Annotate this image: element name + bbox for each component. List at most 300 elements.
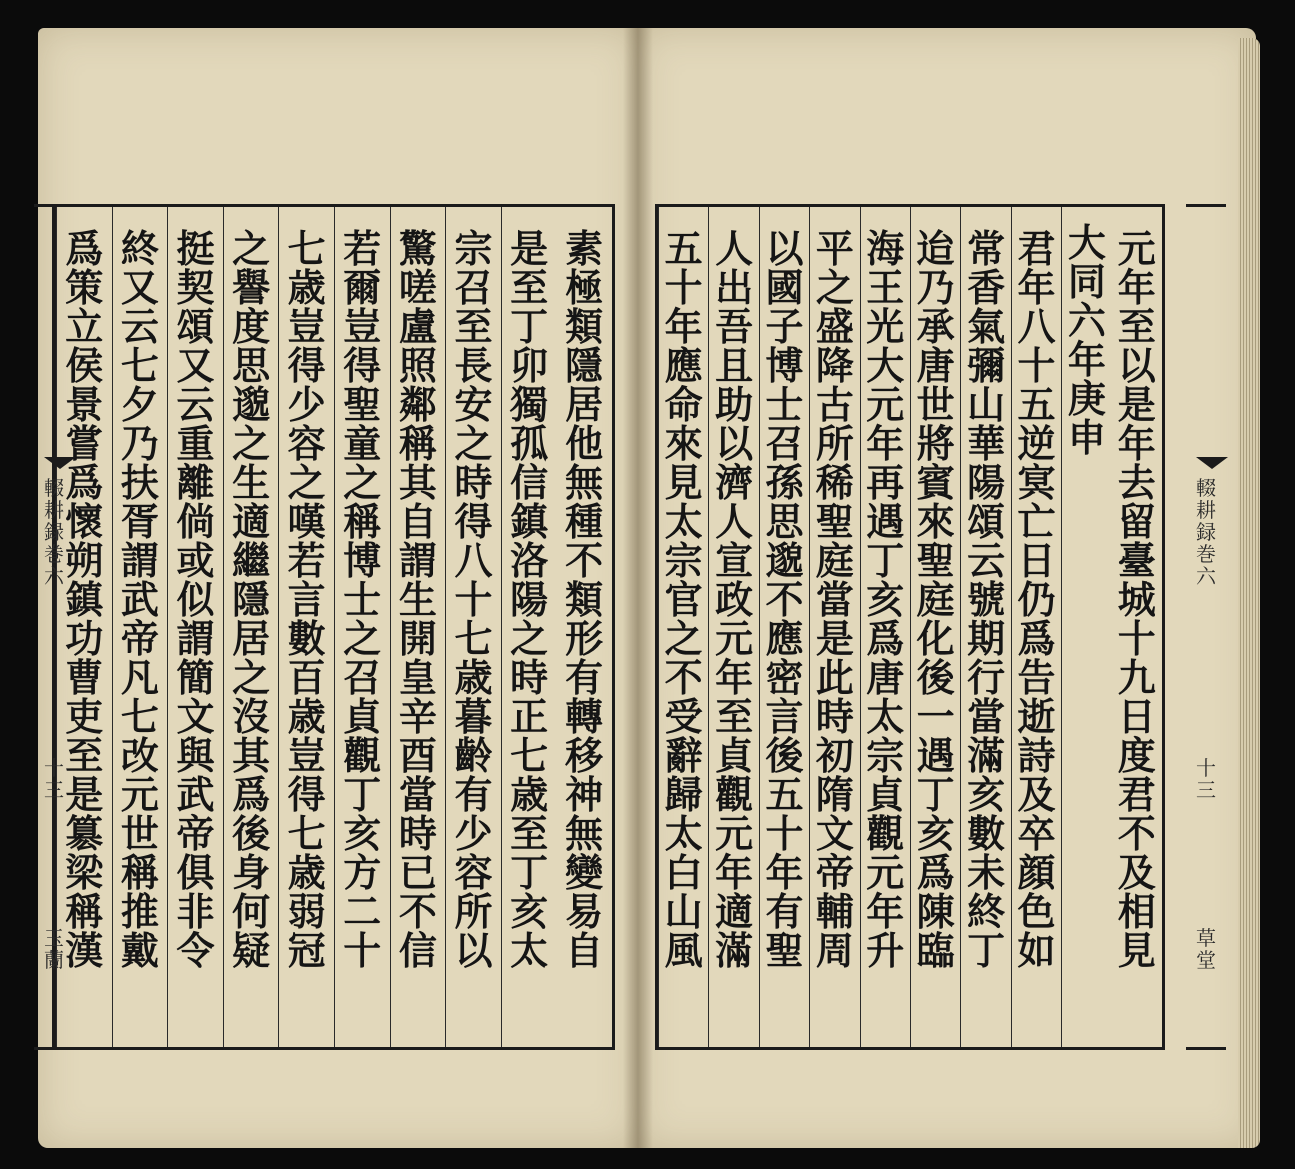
- text-character: 吾: [715, 304, 754, 349]
- text-character: 年: [866, 889, 905, 934]
- text-character: 居: [232, 616, 271, 661]
- text-character: 詩: [1017, 733, 1056, 778]
- text-character: 君: [1117, 772, 1156, 817]
- text-character: 博: [343, 538, 382, 583]
- text-character: 豈: [287, 733, 326, 778]
- text-character: 豈: [287, 304, 326, 349]
- text-character: 留: [1117, 499, 1156, 544]
- text-character: 暮: [454, 694, 493, 739]
- text-character: 稱: [343, 499, 382, 544]
- text-character: 人: [715, 226, 754, 271]
- text-character: 豈: [343, 304, 382, 349]
- text-character: 聖: [815, 499, 854, 544]
- text-character: 又: [176, 343, 215, 388]
- text-character: 政: [715, 577, 754, 622]
- text-character: 容: [287, 421, 326, 466]
- book-gutter: [623, 28, 653, 1148]
- text-character: 隱: [565, 343, 604, 388]
- text-character: 稱: [398, 421, 437, 466]
- text-character: 光: [866, 304, 905, 349]
- text-character: 宗: [866, 733, 905, 778]
- text-character: 鎮: [65, 577, 104, 622]
- text-character: 亡: [1017, 499, 1056, 544]
- fish-tail-mark: [44, 457, 76, 469]
- text-character: 是: [1117, 382, 1156, 427]
- text-character: 獨: [510, 382, 549, 427]
- text-character: 元: [866, 850, 905, 895]
- text-character: 稱: [120, 850, 159, 895]
- text-character: 簡: [176, 655, 215, 700]
- text-column: [1112, 207, 1162, 1047]
- text-character: 輔: [815, 889, 854, 934]
- text-character: 爾: [343, 265, 382, 310]
- text-character: 卯: [510, 343, 549, 388]
- text-character: 元: [715, 616, 754, 661]
- text-character: 太: [866, 694, 905, 739]
- text-character: 至: [1117, 304, 1156, 349]
- text-character: 酉: [398, 733, 437, 778]
- text-character: 凡: [120, 655, 159, 700]
- text-character: 盛: [815, 304, 854, 349]
- text-character: 來: [916, 499, 955, 544]
- text-character: 常: [967, 226, 1006, 271]
- text-character: 十: [1117, 616, 1156, 661]
- text-character: 君: [1017, 226, 1056, 271]
- text-character: 長: [454, 343, 493, 388]
- text-column: [501, 207, 557, 1047]
- text-character: 丁: [510, 850, 549, 895]
- text-character: 之: [232, 226, 271, 271]
- text-character: 滿: [967, 733, 1006, 778]
- text-character: 如: [1017, 928, 1056, 973]
- text-character: 挺: [176, 226, 215, 271]
- text-character: 陽: [967, 460, 1006, 505]
- text-character: 大: [866, 343, 905, 388]
- text-character: 似: [176, 577, 215, 622]
- text-character: 風: [664, 928, 703, 973]
- text-character: 將: [916, 421, 955, 466]
- text-character: 非: [176, 889, 215, 934]
- text-character: 辛: [398, 694, 437, 739]
- text-character: 重: [176, 421, 215, 466]
- text-character: 時: [815, 694, 854, 739]
- text-character: 乃: [120, 421, 159, 466]
- text-character: 契: [176, 265, 215, 310]
- text-character: 種: [565, 499, 604, 544]
- text-character: 懷: [65, 499, 104, 544]
- text-character: 策: [65, 265, 104, 310]
- text-character: 易: [565, 889, 604, 934]
- text-character: 至: [510, 811, 549, 856]
- text-character: 承: [916, 304, 955, 349]
- text-column: [556, 207, 612, 1047]
- text-character: 方: [343, 850, 382, 895]
- banxin-title: 輟耕録巻六: [1196, 476, 1216, 588]
- text-character: 類: [565, 304, 604, 349]
- text-character: 何: [232, 889, 271, 934]
- text-character: 年: [1117, 421, 1156, 466]
- text-character: 適: [232, 499, 271, 544]
- text-character: 簒: [65, 811, 104, 856]
- text-character: 歳: [510, 772, 549, 817]
- text-character: 以: [765, 226, 804, 271]
- text-column: [910, 207, 960, 1047]
- text-character: 有: [565, 655, 604, 700]
- text-character: 之: [454, 421, 493, 466]
- text-character: 逆: [1017, 421, 1056, 466]
- text-character: 稱: [65, 889, 104, 934]
- text-character: 其: [398, 460, 437, 505]
- text-character: 丁: [866, 538, 905, 583]
- text-character: 之: [815, 265, 854, 310]
- text-character: 亥: [866, 577, 905, 622]
- text-character: 彌: [967, 343, 1006, 388]
- text-character: 及: [1117, 850, 1156, 895]
- open-book: [38, 28, 1260, 1148]
- text-character: 召: [343, 655, 382, 700]
- text-character: 或: [176, 538, 215, 583]
- text-character: 海: [866, 226, 905, 271]
- text-character: 得: [287, 772, 326, 817]
- text-character: 色: [1017, 889, 1056, 934]
- text-column: [960, 207, 1010, 1047]
- text-column: [860, 207, 910, 1047]
- text-character: 數: [287, 616, 326, 661]
- text-character: 二: [343, 889, 382, 934]
- text-character: 逝: [1017, 694, 1056, 739]
- text-character: 太: [510, 928, 549, 973]
- text-character: 嗟: [398, 265, 437, 310]
- text-character: 歳: [287, 694, 326, 739]
- text-character: 頌: [176, 304, 215, 349]
- page-edges: [1238, 38, 1260, 1148]
- text-character: 嘆: [287, 499, 326, 544]
- text-character: 八: [1017, 304, 1056, 349]
- text-character: 嘗: [65, 421, 104, 466]
- text-character: 信: [398, 928, 437, 973]
- text-character: 又: [120, 265, 159, 310]
- text-character: 稀: [815, 460, 854, 505]
- text-character: 以: [454, 928, 493, 973]
- text-character: 弱: [287, 889, 326, 934]
- text-character: 王: [866, 265, 905, 310]
- text-character: 自: [565, 928, 604, 973]
- text-character: 大: [1067, 220, 1106, 265]
- text-character: 年: [765, 850, 804, 895]
- text-character: 繼: [232, 538, 271, 583]
- text-character: 唐: [916, 343, 955, 388]
- text-character: 所: [454, 889, 493, 934]
- banxin-title: 輟耕録巻六: [44, 476, 64, 588]
- text-character: 盧: [398, 304, 437, 349]
- text-character: 邈: [232, 382, 271, 427]
- text-character: 仍: [1017, 577, 1056, 622]
- text-character: 朔: [65, 538, 104, 583]
- text-character: 至: [510, 265, 549, 310]
- text-character: 濟: [715, 460, 754, 505]
- text-character: 之: [664, 616, 703, 661]
- text-character: 亥: [916, 811, 955, 856]
- text-character: 童: [343, 421, 382, 466]
- text-character: 遇: [916, 733, 955, 778]
- text-character: 庭: [815, 538, 854, 583]
- text-character: 助: [715, 382, 754, 427]
- text-character: 亥: [343, 811, 382, 856]
- text-character: 度: [232, 304, 271, 349]
- text-column: [708, 207, 758, 1047]
- text-character: 顔: [1017, 850, 1056, 895]
- text-character: 所: [815, 421, 854, 466]
- text-character: 五: [1017, 382, 1056, 427]
- text-character: 以: [715, 421, 754, 466]
- text-character: 得: [454, 499, 493, 544]
- text-character: 七: [510, 733, 549, 778]
- text-character: 召: [454, 265, 493, 310]
- text-character: 驚: [398, 226, 437, 271]
- text-character: 應: [664, 343, 703, 388]
- text-character: 照: [398, 343, 437, 388]
- text-character: 五: [664, 226, 703, 271]
- text-character: 離: [176, 460, 215, 505]
- text-character: 不: [398, 889, 437, 934]
- text-character: 十: [454, 577, 493, 622]
- text-character: 爲: [65, 226, 104, 271]
- text-character: 神: [565, 772, 604, 817]
- text-character: 宗: [664, 538, 703, 583]
- text-character: 五: [765, 772, 804, 817]
- text-character: 後: [916, 655, 955, 700]
- text-character: 元: [866, 382, 905, 427]
- banxin-press-mark: 玉蘭: [44, 926, 64, 972]
- text-character: 出: [715, 265, 754, 310]
- text-character: 元: [120, 772, 159, 817]
- text-character: 爲: [866, 616, 905, 661]
- text-character: 漢: [65, 928, 104, 973]
- text-character: 卒: [1017, 811, 1056, 856]
- text-character: 武: [176, 772, 215, 817]
- left-banxin: [34, 204, 74, 1050]
- text-character: 沒: [232, 694, 271, 739]
- right-text-frame: [655, 204, 1165, 1050]
- text-character: 觀: [715, 772, 754, 817]
- text-character: 思: [765, 499, 804, 544]
- text-character: 日: [1017, 538, 1056, 583]
- text-character: 當: [815, 577, 854, 622]
- text-character: 言: [765, 694, 804, 739]
- text-character: 遇: [866, 499, 905, 544]
- text-character: 洛: [510, 538, 549, 583]
- text-character: 得: [343, 343, 382, 388]
- text-character: 元: [1117, 226, 1156, 271]
- text-character: 官: [664, 577, 703, 622]
- text-character: 聖: [916, 538, 955, 583]
- text-character: 貞: [715, 733, 754, 778]
- text-character: 貞: [866, 772, 905, 817]
- text-character: 文: [815, 811, 854, 856]
- text-character: 之: [343, 460, 382, 505]
- text-character: 自: [398, 499, 437, 544]
- text-character: 國: [765, 265, 804, 310]
- text-character: 貞: [343, 694, 382, 739]
- banxin-page-number: 十三: [1196, 756, 1216, 802]
- text-character: 形: [565, 616, 604, 661]
- text-character: 亥: [510, 889, 549, 934]
- text-character: 歸: [664, 772, 703, 817]
- text-character: 古: [815, 382, 854, 427]
- text-character: 年: [715, 655, 754, 700]
- text-character: 吏: [65, 694, 104, 739]
- text-character: 爲: [65, 460, 104, 505]
- text-column: [759, 207, 809, 1047]
- text-character: 有: [765, 889, 804, 934]
- text-character: 之: [232, 421, 271, 466]
- text-character: 言: [287, 577, 326, 622]
- text-character: 去: [1117, 460, 1156, 505]
- text-character: 終: [120, 226, 159, 271]
- text-character: 武: [120, 577, 159, 622]
- text-character: 不: [765, 577, 804, 622]
- text-character: 聖: [343, 382, 382, 427]
- text-character: 丁: [510, 304, 549, 349]
- text-character: 世: [916, 382, 955, 427]
- text-character: 七: [287, 226, 326, 271]
- text-character: 當: [398, 772, 437, 817]
- text-character: 當: [967, 694, 1006, 739]
- text-character: 庚: [1067, 376, 1106, 421]
- text-character: 不: [664, 655, 703, 700]
- text-character: 告: [1017, 655, 1056, 700]
- text-character: 太: [664, 811, 703, 856]
- text-character: 冠: [287, 928, 326, 973]
- text-character: 至: [65, 733, 104, 778]
- text-character: 降: [815, 343, 854, 388]
- text-character: 乃: [916, 265, 955, 310]
- text-character: 隋: [815, 772, 854, 817]
- text-character: 頌: [967, 499, 1006, 544]
- text-character: 皇: [398, 655, 437, 700]
- text-character: 化: [916, 616, 955, 661]
- text-character: 生: [232, 460, 271, 505]
- text-character: 亥: [967, 772, 1006, 817]
- text-character: 臺: [1117, 538, 1156, 583]
- text-character: 帝: [815, 850, 854, 895]
- text-character: 有: [454, 772, 493, 817]
- text-character: 爲: [232, 772, 271, 817]
- text-character: 以: [1117, 343, 1156, 388]
- text-character: 陽: [510, 577, 549, 622]
- text-character: 若: [287, 538, 326, 583]
- text-character: 博: [765, 343, 804, 388]
- text-character: 帝: [176, 811, 215, 856]
- text-character: 是: [510, 226, 549, 271]
- text-character: 七: [120, 343, 159, 388]
- text-column: [809, 207, 859, 1047]
- text-column: [445, 207, 501, 1047]
- text-character: 九: [1117, 655, 1156, 700]
- text-character: 俱: [176, 850, 215, 895]
- text-character: 無: [565, 811, 604, 856]
- text-character: 容: [454, 850, 493, 895]
- text-character: 素: [565, 226, 604, 271]
- text-column: [223, 207, 279, 1047]
- text-character: 開: [398, 616, 437, 661]
- text-column: [112, 207, 168, 1047]
- text-character: 年: [664, 304, 703, 349]
- text-character: 變: [565, 850, 604, 895]
- text-character: 密: [765, 655, 804, 700]
- text-character: 受: [664, 694, 703, 739]
- text-character: 士: [343, 577, 382, 622]
- text-column: [167, 207, 223, 1047]
- text-character: 丁: [916, 772, 955, 817]
- text-character: 士: [765, 382, 804, 427]
- text-character: 㝠: [1017, 460, 1056, 505]
- text-character: 七: [287, 811, 326, 856]
- text-character: 世: [120, 811, 159, 856]
- text-character: 不: [565, 538, 604, 583]
- text-character: 平: [815, 226, 854, 271]
- text-character: 已: [398, 850, 437, 895]
- text-character: 年: [1017, 265, 1056, 310]
- text-character: 初: [815, 733, 854, 778]
- text-character: 扶: [120, 460, 159, 505]
- text-character: 孫: [765, 460, 804, 505]
- text-character: 謂: [398, 538, 437, 583]
- text-column: [278, 207, 334, 1047]
- text-character: 移: [565, 733, 604, 778]
- text-character: 謂: [120, 538, 159, 583]
- text-character: 百: [287, 655, 326, 700]
- text-character: 之: [343, 616, 382, 661]
- text-character: 鄰: [398, 382, 437, 427]
- text-character: 未: [967, 850, 1006, 895]
- text-character: 同: [1067, 259, 1106, 304]
- left-text-frame: [52, 204, 615, 1050]
- text-character: 年: [1067, 337, 1106, 382]
- text-character: 華: [967, 421, 1006, 466]
- text-column: [1011, 207, 1061, 1047]
- text-character: 爲: [1017, 616, 1056, 661]
- text-character: 十: [664, 265, 703, 310]
- text-character: 應: [765, 616, 804, 661]
- text-character: 迨: [916, 226, 955, 271]
- text-character: 轉: [565, 694, 604, 739]
- text-character: 侯: [65, 343, 104, 388]
- text-character: 時: [454, 460, 493, 505]
- text-character: 之: [287, 460, 326, 505]
- text-character: 山: [664, 889, 703, 934]
- text-character: 氣: [967, 304, 1006, 349]
- text-character: 賓: [916, 460, 955, 505]
- text-character: 譽: [232, 265, 271, 310]
- text-character: 生: [398, 577, 437, 622]
- text-character: 丁: [343, 772, 382, 817]
- text-character: 召: [765, 421, 804, 466]
- text-character: 及: [1017, 772, 1056, 817]
- text-character: 歳: [287, 850, 326, 895]
- text-character: 居: [565, 382, 604, 427]
- text-character: 陳: [916, 889, 955, 934]
- text-character: 城: [1117, 577, 1156, 622]
- text-character: 太: [664, 499, 703, 544]
- text-character: 時: [398, 811, 437, 856]
- text-character: 宗: [454, 226, 493, 271]
- text-character: 不: [1117, 811, 1156, 856]
- text-character: 申: [1067, 415, 1106, 460]
- text-character: 孤: [510, 421, 549, 466]
- text-character: 六: [1067, 298, 1106, 343]
- text-character: 爲: [916, 850, 955, 895]
